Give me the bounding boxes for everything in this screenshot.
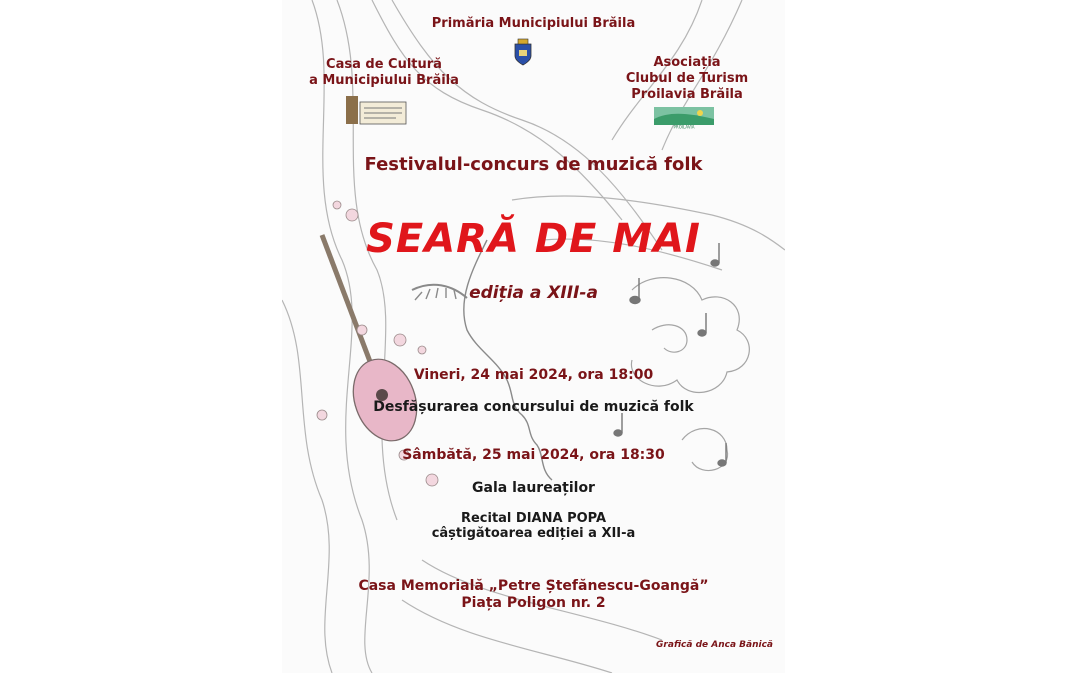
artwork-credit: Grafică de Anca Bănică [656,640,773,650]
recital-info [282,511,785,541]
casa-line-1: Casa de Cultură [326,57,442,72]
casa-de-cultura-heading [284,57,484,89]
day1-description: Desfășurarea concursului de muzică folk [373,399,694,415]
proilavia-logo [654,107,714,129]
asociatia-heading [602,55,772,103]
asoc-line-3: Proilavia Brăila [631,87,743,102]
recital-line-1: Recital DIANA POPA [460,511,607,526]
day1-date: Vineri, 24 mai 2024, ora 18:00 [413,367,654,383]
day2-date: Sâmbătă, 25 mai 2024, ora 18:30 [402,447,665,463]
asoc-line-2: Clubul de Turism [625,71,749,86]
festival-subtitle: Festivalul-concurs de muzică folk [364,154,703,175]
casa-line-2: a Municipiului Brăila [309,73,459,88]
casa-de-cultura-logo [346,96,408,126]
proilavia-logo-text: PROILAVIA [673,124,695,129]
location-line-2: Piața Poligon nr. 2 [461,595,606,611]
recital-line-2: câștigătoarea ediției a XII-a [431,526,636,541]
edition-label: ediția a XIII-a [469,283,598,303]
city-crest-icon [513,38,533,66]
primaria-heading: Primăria Municipiului Brăila [431,16,636,31]
event-title: SEARĂ DE MAI [366,216,701,262]
location-line-1: Casa Memorială „Petre Ștefănescu-Goangă” [358,578,709,594]
asoc-line-1: Asociația [653,55,721,70]
day2-gala: Gala laureaților [472,480,595,496]
poster [282,0,785,673]
venue-location [282,578,785,612]
